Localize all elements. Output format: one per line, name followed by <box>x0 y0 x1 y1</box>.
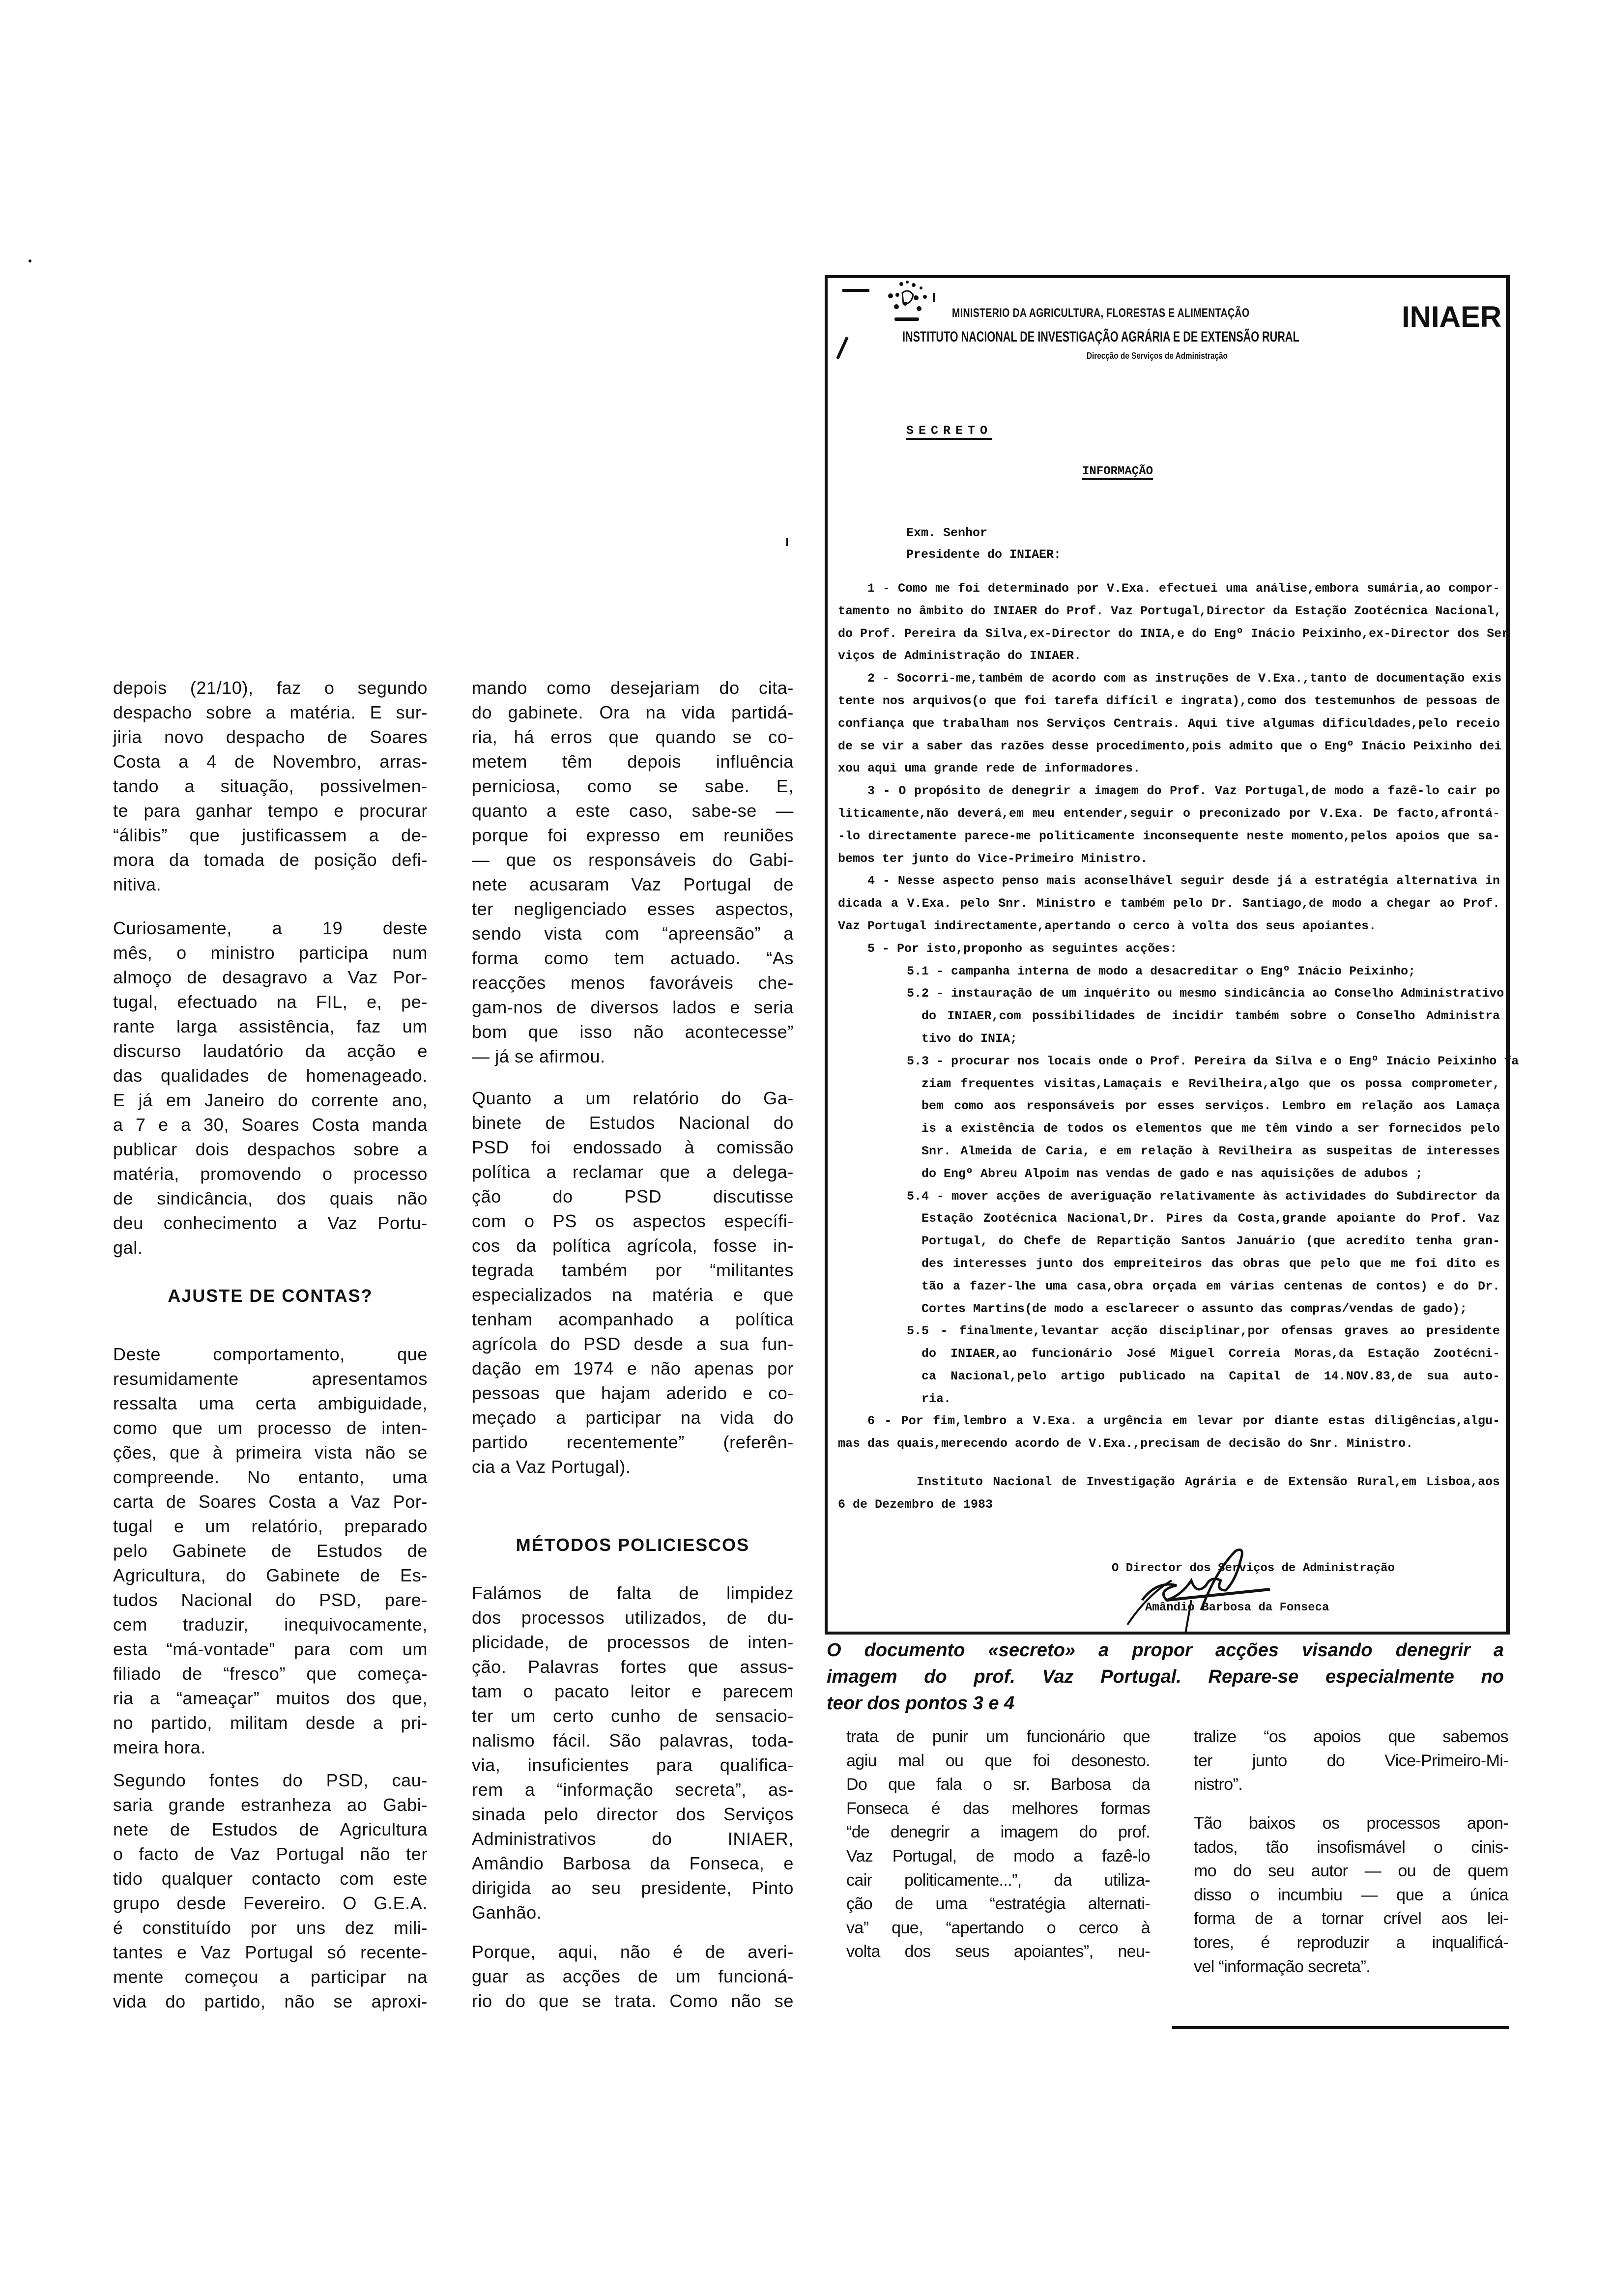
text-line: va” que, “apertando o cerco à <box>846 1918 1150 1937</box>
text-line: xou aqui uma grande rede de informadores. <box>838 761 1141 776</box>
text-line: forma como tem actuado. “As <box>472 948 794 968</box>
text-line: carta de Soares Costa a Vaz Por- <box>113 1492 428 1512</box>
text-line: — já se afirmou. <box>472 1046 605 1066</box>
text-line: dicada a V.Exa. pelo Snr. Ministro e também pelo Dr. Santiago,de modo a chegar ao Prof. <box>838 896 1500 911</box>
text-line: partido recentemente” (referên- <box>472 1432 794 1452</box>
article-end-rule <box>1172 2026 1509 2029</box>
text-line: gal. <box>113 1237 143 1258</box>
document-item-5-5 <box>838 1320 1500 1410</box>
text-line: Segundo fontes do PSD, cau- <box>113 1770 428 1790</box>
text-line: 5.2 - instauração de um inquérito ou mesmo sindicância ao Conselho Administrativo <box>907 986 1504 1001</box>
text-line: mora da tomada de posição defi- <box>113 850 428 870</box>
text-line: saria grande estranheza ao Gabi- <box>113 1795 428 1815</box>
text-line: te para ganhar tempo e procurar <box>113 801 428 821</box>
text-line: ção de uma “estratégia alternati- <box>846 1894 1150 1914</box>
text-line: bom que isso não acontecesse” <box>472 1022 794 1042</box>
text-line: “álibis” que justificassem a de- <box>113 825 428 845</box>
article-column-4 <box>1194 1725 1508 1797</box>
paragraph <box>472 1940 794 2013</box>
section-heading-ajuste: AJUSTE DE CONTAS? <box>168 1286 373 1306</box>
text-line: Agricultura, do Gabinete de Es- <box>113 1565 428 1585</box>
text-line: rio do que se trata. Como não se <box>472 1991 794 2011</box>
paragraph <box>113 1768 428 2014</box>
document-item-1 <box>838 577 1509 667</box>
text-line: rante larga assistência, faz um <box>113 1016 428 1036</box>
document-item-5-3 <box>838 1050 1519 1185</box>
text-line: 5 - Por isto,proponho as seguintes acções: <box>867 941 1178 956</box>
document-item-5-2 <box>838 982 1504 1050</box>
text-line: ria a “ameaçar” muitos dos que, <box>113 1688 428 1708</box>
text-line: nete de Estudos de Agricultura <box>113 1819 428 1839</box>
text-line: “de denegrir a imagem do prof. <box>846 1823 1150 1842</box>
text-line: filiado de “fresco” que começa- <box>113 1664 428 1684</box>
text-line: ções, que à primeira vista não se <box>113 1442 428 1463</box>
text-line: tamento no âmbito do INIAER do Prof. Vaz Portugal,Director da Estação Zootécnica Nacional, <box>838 603 1502 618</box>
paragraph <box>113 916 428 1260</box>
text-line: ria. <box>921 1391 951 1406</box>
text-line: tralize “os apoios que sabemos <box>1194 1727 1508 1746</box>
document-item-5-4 <box>838 1185 1500 1320</box>
text-line: despacho sobre a matéria. E sur- <box>113 702 428 722</box>
text-line: ter junto do Vice-Primeiro-Mi- <box>1194 1751 1508 1770</box>
text-line: discurso laudatório da acção e <box>113 1041 428 1061</box>
text-line: tugal, efectuado na FIL, e, pe- <box>113 992 428 1012</box>
article-column-2 <box>472 1581 794 1925</box>
text-line: cair politicamente...”, da utiliza- <box>846 1870 1150 1890</box>
text-line: tugal e um relatório, preparado <box>113 1516 428 1536</box>
text-line: Snr. Almeida de Caria, e em relação à Revilheira as suspeitas de interesses <box>921 1144 1500 1158</box>
text-line: compreende. No entanto, uma <box>113 1467 428 1487</box>
text-line: Administrativos do INIAER, <box>472 1829 794 1849</box>
text-line: Fonseca é das melhores formas <box>846 1799 1150 1818</box>
text-line: tente nos arquivos(o que foi tarefa difícil e ingrata),como dos testemunhos de pessoas de <box>838 693 1500 708</box>
text-line: O documento «secreto» a propor acções visando denegrir a <box>827 1640 1504 1661</box>
margin-slash-mark <box>835 336 849 361</box>
paragraph <box>472 1086 794 1479</box>
text-line: ziam frequentes visitas,Lamaçais e Revilheira,algo que os possa comprometer, <box>921 1076 1500 1091</box>
ministry-name: MINISTERIO DA AGRICULTURA, FLORESTAS E ALIMENTAÇÃO <box>952 306 1250 320</box>
article-column-3 <box>846 1725 1150 1964</box>
paragraph <box>1194 1811 1508 1979</box>
document-body <box>838 577 1519 1516</box>
text-line: 6 de Dezembro de 1983 <box>838 1497 993 1512</box>
text-line: nete acusaram Vaz Portugal de <box>472 874 794 894</box>
text-line: como que um processo de inten- <box>113 1418 428 1438</box>
paragraph <box>113 676 428 897</box>
text-line: tudos Nacional do PSD, pare- <box>113 1590 428 1610</box>
text-line: tão a fazer-lhe uma casa,obra orçada em várias centenas de contos) e do Dr. <box>921 1279 1500 1293</box>
article-column-1 <box>113 1342 428 1760</box>
print-speck <box>29 259 31 262</box>
text-line: binete de Estudos Nacional do <box>472 1113 794 1133</box>
text-line: via, insuficientes para qualifica- <box>472 1755 794 1775</box>
text-line: dos processos utilizados, de du- <box>472 1607 794 1628</box>
text-line: tivo do INIA; <box>921 1031 1018 1046</box>
text-line: Instituto Nacional de Investigação Agrária e de Extensão Rural,em Lisboa,aos <box>917 1475 1500 1490</box>
article-column-1 <box>113 916 428 1260</box>
text-line: do INIAER,ao funcionário José Miguel Correia Moras,da Estação Zootécni- <box>921 1347 1500 1361</box>
text-line: cia a Vaz Portugal). <box>472 1457 631 1477</box>
document-item-5-1 <box>838 960 1500 983</box>
paragraph <box>113 1342 428 1760</box>
text-line: plicidade, de processos de inten- <box>472 1632 794 1652</box>
text-line: metem têm depois influência <box>472 751 794 772</box>
text-line: Ganhão. <box>472 1902 542 1923</box>
text-line: ria, há erros que quando se co- <box>472 727 794 747</box>
signatory-title: O Director dos Serviços de Administração <box>1112 1562 1395 1575</box>
text-line: 5.3 - procurar nos locais onde o Prof. Pereira da Silva e o Engº Inácio Peixinho fa <box>907 1054 1519 1068</box>
text-line: nistro”. <box>1194 1775 1243 1794</box>
text-line: trata de punir um funcionário que <box>846 1727 1150 1746</box>
text-line: confiança que trabalham nos Serviços Centrais. Aqui tive algumas dificuldades,pelo receio <box>838 716 1500 731</box>
text-line: de sindicância, dos quais não <box>113 1188 428 1208</box>
text-line: Falámos de falta de limpidez <box>472 1583 794 1603</box>
text-line: Deste comportamento, que <box>113 1344 428 1364</box>
text-line: agrícola do PSD desde a sua fun- <box>472 1334 794 1354</box>
salutation: Exm. Senhor <box>906 526 988 540</box>
text-line: Tão baixos os processos apon- <box>1194 1814 1508 1833</box>
text-line: do gabinete. Ora na vida partidá- <box>472 702 794 722</box>
text-line: volta dos seus apoiantes”, neu- <box>846 1942 1150 1961</box>
text-line: mês, o ministro participa num <box>113 943 428 963</box>
section-heading-metodos: MÉTODOS POLICIESCOS <box>516 1535 750 1555</box>
text-line: bemos ter junto do Vice-Primeiro Ministro. <box>838 851 1148 866</box>
text-line: disso o incumbiu — que a única <box>1194 1885 1508 1904</box>
document-item-6 <box>838 1410 1500 1455</box>
paragraph <box>846 1725 1150 1964</box>
text-line: no partido, militam desde a pri- <box>113 1713 428 1733</box>
text-line: nitiva. <box>113 874 162 894</box>
text-line: Cortes Martins(de modo a esclarecer o assunto das compras/vendas de gado); <box>921 1301 1468 1316</box>
handwritten-signature <box>1123 1546 1299 1635</box>
text-line: 6 - Por fim,lembro a V.Exa. a urgência em levar por diante estas diligências,algu- <box>867 1414 1500 1429</box>
text-line: porque foi expresso em reuniões <box>472 825 794 845</box>
text-line: vida do partido, não se aproxi- <box>113 1991 428 2011</box>
document-closing <box>838 1471 1500 1516</box>
text-line: almoço de desagravo a Vaz Por- <box>113 967 428 987</box>
text-line: -lo directamente parece-me politicamente inconsequente neste momento,pelos apoios que sa- <box>838 829 1500 843</box>
text-line: Porque, aqui, não é de averi- <box>472 1942 794 1962</box>
text-line: resumidamente apresentamos <box>113 1369 428 1389</box>
text-line: ção do PSD discutisse <box>472 1186 794 1206</box>
text-line: publicar dois despachos sobre a <box>113 1139 428 1159</box>
text-line: Curiosamente, a 19 deste <box>113 918 428 938</box>
text-line: grupo desde Fevereiro. O G.E.A. <box>113 1893 428 1913</box>
text-line: o facto de Vaz Portugal não ter <box>113 1844 428 1864</box>
text-line: nalismo fácil. São palavras, toda- <box>472 1730 794 1751</box>
text-line: Vaz Portugal indirectamente,apertando o cerco à volta dos seus apoiantes. <box>838 918 1377 933</box>
text-line: cem traduzir, inequivocamente, <box>113 1614 428 1635</box>
text-line: des interesses junto dos empreiteiros das obras que pelo que me foi dito es <box>921 1256 1500 1271</box>
text-line: perniciosa, como se sabe. E, <box>472 776 794 796</box>
text-line: do INIAER,com possibilidades de incidir também sobre o Conselho Administra <box>921 1009 1500 1024</box>
text-line: cos da política agrícola, fosse in- <box>472 1235 794 1256</box>
iniaer-logo: INIAER <box>1402 300 1502 333</box>
document-item-5 <box>838 938 1500 960</box>
document-title: INFORMAÇÃO <box>1082 465 1153 478</box>
text-line: liticamente,não deverá,em meu entender,seguir o preconizado por V.Exa. De facto,afrontá- <box>838 806 1500 821</box>
text-line: Amândio Barbosa da Fonseca, e <box>472 1853 794 1873</box>
print-speck <box>786 538 788 546</box>
coat-of-arms-emblem <box>842 278 950 327</box>
text-line: esta “má-vontade” para com um <box>113 1639 428 1659</box>
classification-label: SECRETO <box>906 424 993 438</box>
text-line: tam o pacato leitor e parecem <box>472 1681 794 1701</box>
text-line: agiu mal ou que foi desonesto. <box>846 1751 1150 1770</box>
text-line: gam-nos de diversos lados e seria <box>472 997 794 1017</box>
text-line: sinada pelo director dos Serviços <box>472 1804 794 1824</box>
paragraph <box>472 676 794 1069</box>
text-line: dação em 1974 e não apenas por <box>472 1358 794 1378</box>
text-line: mas das quais,merecendo acordo de V.Exa.,precisam de decisão do Snr. Ministro. <box>838 1436 1413 1451</box>
text-line: Quanto a um relatório do Ga- <box>472 1088 794 1108</box>
text-line: mando como desejariam do cita- <box>472 678 794 698</box>
text-line: 5.4 - mover acções de averiguação relativamente às actividades do Subdirector da <box>907 1189 1500 1204</box>
text-line: dirigida ao seu presidente, Pinto <box>472 1878 794 1898</box>
text-line: ção. Palavras fortes que assus- <box>472 1657 794 1677</box>
text-line: ter negligenciado esses aspectos, <box>472 899 794 919</box>
text-line: das qualidades de homenageado. <box>113 1065 428 1086</box>
text-line: matéria, promovendo o processo <box>113 1164 428 1184</box>
document-item-4 <box>838 870 1500 937</box>
text-line: meçado a participar na vida do <box>472 1407 794 1428</box>
text-line: 2 - Socorri-me,também de acordo com as instruções de V.Exa.,tanto de documentação exis <box>867 671 1502 686</box>
text-line: tores, é reproduzir a inqualificá- <box>1194 1933 1508 1952</box>
article-column-1 <box>113 1768 428 2014</box>
text-line: E já em Janeiro do corrente ano, <box>113 1090 428 1110</box>
text-line: PSD foi endossado à comissão <box>472 1137 794 1157</box>
caption-text <box>827 1637 1504 1717</box>
text-line: mente começou a participar na <box>113 1967 428 1987</box>
text-line: tegrada também por “militantes <box>472 1260 794 1280</box>
paragraph <box>472 1581 794 1925</box>
text-line: forma de a tornar crível aos lei- <box>1194 1909 1508 1928</box>
department-name: Direcção de Serviços de Administração <box>1087 351 1228 361</box>
text-line: pelo Gabinete de Estudos de <box>113 1541 428 1561</box>
text-line: Do que fala o sr. Barbosa da <box>846 1775 1150 1794</box>
document-item-2 <box>838 667 1500 780</box>
text-line: 4 - Nesse aspecto penso mais aconselhável seguir desde já a estratégia alternativa in <box>867 874 1500 889</box>
text-line: tido qualquer contacto com este <box>113 1868 428 1889</box>
text-line: 1 - Como me foi determinado por V.Exa. efectuei uma análise,embora sumária,ao compor- <box>867 581 1500 596</box>
article-column-4 <box>1194 1811 1508 1979</box>
text-line: é constituído por uns dez mili- <box>113 1918 428 1938</box>
article-column-2 <box>472 676 794 1069</box>
article-column-2 <box>472 1940 794 2013</box>
text-line: do Engº Abreu Alpoim nas vendas de gado e nas aquisições de adubos ; <box>921 1166 1423 1181</box>
text-line: depois (21/10), faz o segundo <box>113 678 428 698</box>
text-line: guar as acções de um funcioná- <box>472 1966 794 1986</box>
document-item-3 <box>838 780 1500 870</box>
text-line: jiria novo despacho de Soares <box>113 727 428 747</box>
text-line: rem a “informação secreta”, as- <box>472 1779 794 1800</box>
article-column-1 <box>113 676 428 897</box>
paragraph <box>1194 1725 1508 1797</box>
institute-name: INSTITUTO NACIONAL DE INVESTIGAÇÃO AGRÁRIA E DE EXTENSÃO RURAL <box>902 329 1299 345</box>
text-line: tantes e Vaz Portugal só recente- <box>113 1942 428 1962</box>
text-line: tenham acompanhado a política <box>472 1309 794 1329</box>
text-line: imagem do prof. Vaz Portugal. Repare-se especialmente no <box>827 1666 1504 1687</box>
text-line: quanto a este caso, sabe-se — <box>472 801 794 821</box>
text-line: deu conhecimento a Vaz Portu- <box>113 1213 428 1233</box>
text-line: do Prof. Pereira da Silva,ex-Director do INIA,e do Engº Inácio Peixinho,ex-Director dos Ser <box>838 626 1509 641</box>
article-column-2 <box>472 1086 794 1479</box>
text-line: 5.5 - finalmente,levantar acção disciplinar,por ofensas graves ao presidente <box>907 1324 1500 1339</box>
text-line: teor dos pontos 3 e 4 <box>827 1693 1015 1714</box>
text-line: is a existência de todos os elementos que me têm vindo a ser fornecidos pelo <box>921 1121 1500 1136</box>
text-line: especializados na matéria e que <box>472 1285 794 1305</box>
addressee: Presidente do INIAER: <box>906 547 1062 562</box>
text-line: política a reclamar que a delega- <box>472 1162 794 1182</box>
text-line: sendo vista com “apreensão” a <box>472 923 794 944</box>
text-line: bem como aos responsáveis por esses serviços. Lembro em relação aos Lamaça <box>921 1099 1500 1114</box>
text-line: Vaz Portugal, de modo a fazê-lo <box>846 1846 1150 1866</box>
text-line: viços de Administração do INIAER. <box>838 649 1082 663</box>
document-caption <box>827 1637 1504 1717</box>
text-line: 5.1 - campanha interna de modo a desacreditar o Engº Inácio Peixinho; <box>907 964 1416 978</box>
text-line: de se vir a saber das razões desse procedimento,pois admito que o Engº Inácio Peixinho dei <box>838 739 1502 753</box>
text-line: mo do seu autor — ou de quem <box>1194 1862 1508 1881</box>
text-line: reacções menos favoráveis che- <box>472 973 794 993</box>
signatory-name: Amândio Barbosa da Fonseca <box>1145 1601 1329 1614</box>
text-line: com o PS os aspectos específi- <box>472 1211 794 1231</box>
text-line: a 7 e a 30, Soares Costa manda <box>113 1115 428 1135</box>
text-line: 3 - O propósito de denegrir a imagem do Prof. Vaz Portugal,de modo a fazê-lo cair po <box>867 784 1500 799</box>
text-line: tando a situação, possivelmen- <box>113 776 428 796</box>
text-line: ressalta uma certa ambiguidade, <box>113 1393 428 1413</box>
text-line: pessoas que hajam aderido e co- <box>472 1383 794 1403</box>
text-line: ca Nacional,pelo artigo publicado na Capital de 14.NOV.83,de sua auto- <box>921 1369 1500 1383</box>
text-line: tados, tão insofismável o cinis- <box>1194 1837 1508 1857</box>
text-line: Portugal, do Chefe de Repartição Santos Januário (que acredito tenha gran- <box>921 1234 1500 1249</box>
text-line: meira hora. <box>113 1737 206 1757</box>
text-line: Costa a 4 de Novembro, arras- <box>113 751 428 772</box>
text-line: vel “informação secreta”. <box>1194 1957 1371 1976</box>
text-line: ter um certo cunho de sensacio- <box>472 1706 794 1726</box>
text-line: — que os responsáveis do Gabi- <box>472 850 794 870</box>
secret-document-facsimile <box>825 275 1519 1635</box>
text-line: Estação Zootécnica Nacional,Dr. Pires da Costa,grande apoiante do Prof. Vaz <box>921 1211 1500 1226</box>
